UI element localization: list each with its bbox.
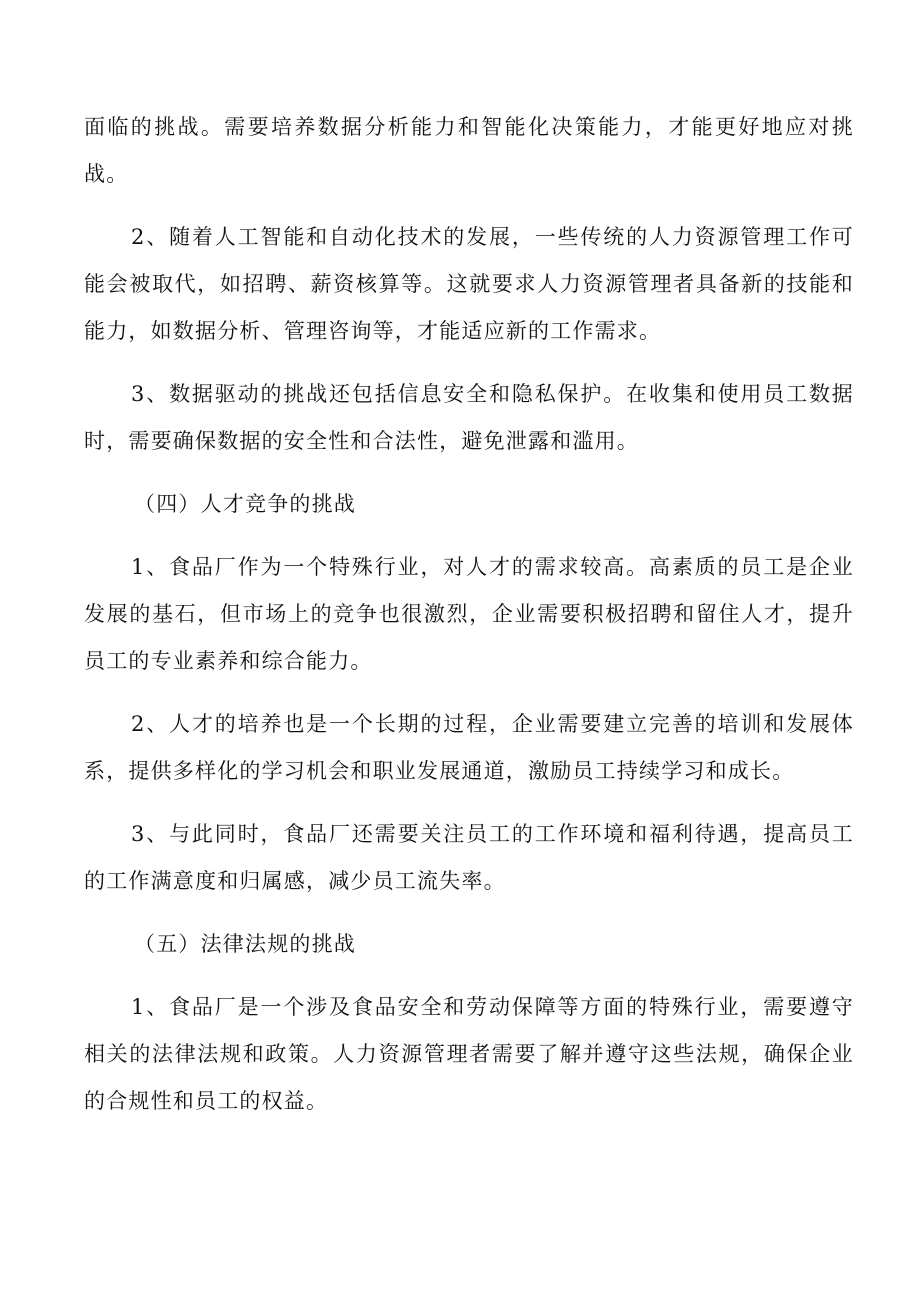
- paragraph-legal-item-1: 1、食品厂是一个涉及食品安全和劳动保障等方面的特殊行业，需要遵守相关的法律法规和政策。人力资源管理者需要了解并遵守这些法规，确保企业的合规性和员工的权益。: [84, 995, 854, 1113]
- section-heading-talent-competition: （四）人才竞争的挑战: [134, 492, 356, 516]
- paragraph-item-2-ai-automation: 2、随着人工智能和自动化技术的发展，一些传统的人力资源管理工作可能会被取代，如招聘、薪资核算等。这就要求人力资源管理者具备新的技能和能力，如数据分析、管理咨询等，才能适应新的工作需求。: [84, 225, 854, 343]
- paragraph-continued: 面临的挑战。需要培养数据分析能力和智能化决策能力，才能更好地应对挑战。: [84, 115, 854, 186]
- section-heading-legal-regulations: （五）法律法规的挑战: [134, 932, 356, 956]
- paragraph-talent-item-2: 2、人才的培养也是一个长期的过程，企业需要建立完善的培训和发展体系，提供多样化的学习机会和职业发展通道，激励员工持续学习和成长。: [84, 712, 854, 783]
- paragraph-item-3-data-security: 3、数据驱动的挑战还包括信息安全和隐私保护。在收集和使用员工数据时，需要确保数据的安全性和合法性，避免泄露和滥用。: [84, 382, 854, 453]
- document-body: [84, 104, 854, 1141]
- paragraph-talent-item-3: 3、与此同时，食品厂还需要关注员工的工作环境和福利待遇，提高员工的工作满意度和归属感，减少员工流失率。: [84, 822, 854, 893]
- paragraph-talent-item-1: 1、食品厂作为一个特殊行业，对人才的需求较高。高素质的员工是企业发展的基石，但市场上的竞争也很激烈，企业需要积极招聘和留住人才，提升员工的专业素养和综合能力。: [84, 555, 854, 673]
